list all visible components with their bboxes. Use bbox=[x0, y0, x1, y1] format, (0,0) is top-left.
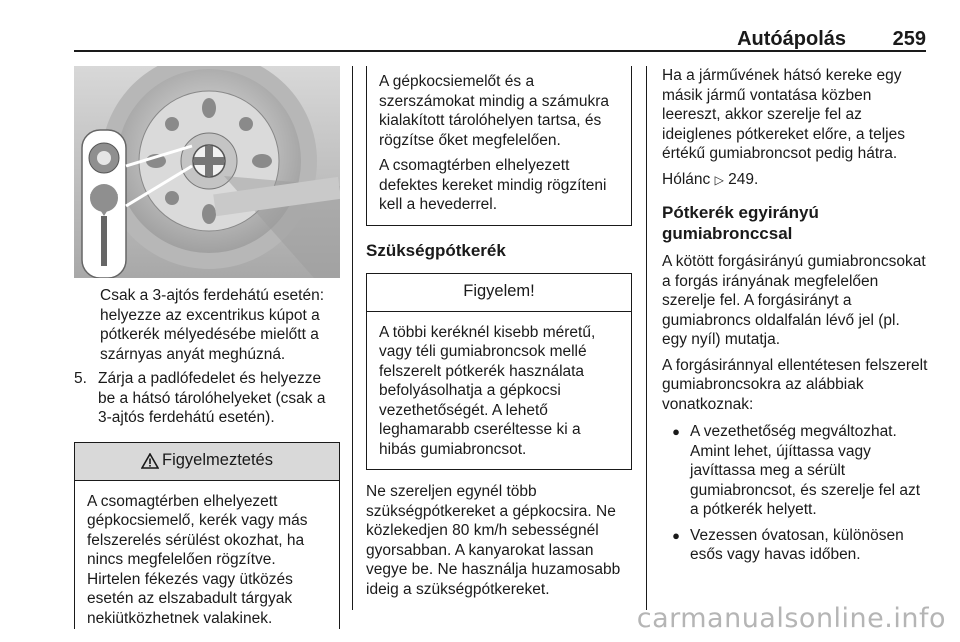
bullet-icon: ● bbox=[672, 424, 680, 439]
column-divider-2 bbox=[646, 66, 647, 610]
snow-chain-reference bbox=[662, 170, 928, 191]
notice-box bbox=[366, 273, 632, 471]
list-item bbox=[662, 422, 928, 520]
step-5 bbox=[74, 369, 340, 428]
snow-chain-label: Hólánc bbox=[662, 170, 711, 188]
spare-wheel-para: Ne szereljen egynél több szükségpótkereket a gépkocsira. Ne közlekedjen 80 km/h sebességnél gyorsabban. A kanyarokat lassan vegye be. Ne használja huzamosabb ideig a szükségpótkereket. bbox=[366, 483, 621, 598]
caption-text: Csak a 3-ajtós ferdehátú esetén: helyezze az excentrikus kúpot a pótkerék mélyedésébe mielőtt a szárnyas anyát meghúzná. bbox=[100, 287, 325, 363]
warning-triangle-icon bbox=[141, 453, 159, 469]
notice-box-header bbox=[367, 274, 631, 312]
watermark: carmanualsonline.info bbox=[636, 603, 946, 634]
step-number: 5. bbox=[74, 370, 87, 387]
warning-title: Figyelmeztetés bbox=[162, 451, 273, 470]
bullet-icon: ● bbox=[672, 527, 680, 543]
warning-text: A csomagtérben elhelyezett gépkocsiemelő, kerék vagy más felszerelés sérülést okozhat, ha nincs megfelelően rögzítve. Hirtelen fékezés vagy ütközés esetén az elszabadult tárgyak nekiütközhetnek valakinek. bbox=[87, 492, 308, 627]
left-column bbox=[74, 66, 340, 629]
list-item bbox=[662, 526, 928, 565]
reverse-mount-para: A forgásiránnyal ellentétesen felszerelt gumiabroncsokra az alábbiak vonatkoznak: bbox=[662, 356, 928, 413]
list-item-text: Vezessen óvatosan, különösen esős vagy havas időben. bbox=[690, 526, 904, 563]
notice-text: A többi keréknél kisebb méretű, vagy téli gumiabroncsok mellé felszerelt pótkerék használata befolyásolhatja a gépkocsi vezethetőségét. A lehető leghamarabb cseréltesse ki a hibás gumiabroncsot. bbox=[379, 323, 596, 458]
column-divider-1 bbox=[352, 66, 353, 610]
list-item-text: A vezethetőség megváltozhat. Amint lehet, újíttassa vagy javíttassa meg a sérült gumiabroncsot, és szerelje fel azt a pótkerék helyett. bbox=[690, 423, 921, 518]
middle-column bbox=[366, 66, 632, 599]
snow-chain-page-link[interactable]: 249. bbox=[728, 170, 759, 188]
section-heading-spare-wheel: Szükségpótkerék bbox=[366, 240, 506, 260]
directional-tyre-para: A kötött forgásirányú gumiabroncsokat a forgás irányának megfelelően szerelje fel. A forgásirányt a gumiabroncs oldalfalán lévő jel (pl. egy nyíl) mutatja. bbox=[662, 253, 926, 348]
header-rule bbox=[74, 50, 926, 52]
reference-arrow-icon: ▷ bbox=[714, 172, 724, 187]
section-heading-directional-tyre: Pótkerék egyirányú gumiabronccsal bbox=[662, 203, 819, 243]
continued-warning-box bbox=[366, 66, 632, 226]
warning-box bbox=[74, 442, 340, 629]
section-title: Autóápolás bbox=[737, 28, 846, 50]
step-text: Zárja a padlófedelet és helyezze be a hátsó tárolóhelyeket (csak a 3-ajtós ferdehátú esetén). bbox=[98, 370, 326, 426]
right-column bbox=[662, 66, 928, 565]
continued-warning-body bbox=[367, 66, 631, 225]
page-header bbox=[74, 28, 926, 52]
page-number: 259 bbox=[892, 28, 926, 50]
warning-box-header bbox=[75, 443, 339, 481]
spare-wheel-photo bbox=[74, 66, 340, 278]
continued-warning-para-2: A csomagtérben elhelyezett defektes kereket mindig rögzíteni kell a hevederrel. bbox=[379, 157, 607, 213]
warning-body bbox=[75, 481, 339, 639]
rear-wheel-para: Ha a járművének hátsó kereke egy másik jármű vontatása közben leereszt, akkor szerelje fel az ideiglenes pótkereket előre, a teljes értékű gumiabroncsot pedig hátra. bbox=[662, 67, 905, 162]
spare-wheel-illustration bbox=[74, 66, 340, 278]
continued-warning-para-1: A gépkocsiemelőt és a szerszámokat mindig a számukra kialakított tárolóhelyen tartsa, és rögzítse őket megfelelően. bbox=[379, 73, 609, 149]
notice-body bbox=[367, 312, 631, 470]
notice-title: Figyelem! bbox=[463, 282, 535, 301]
